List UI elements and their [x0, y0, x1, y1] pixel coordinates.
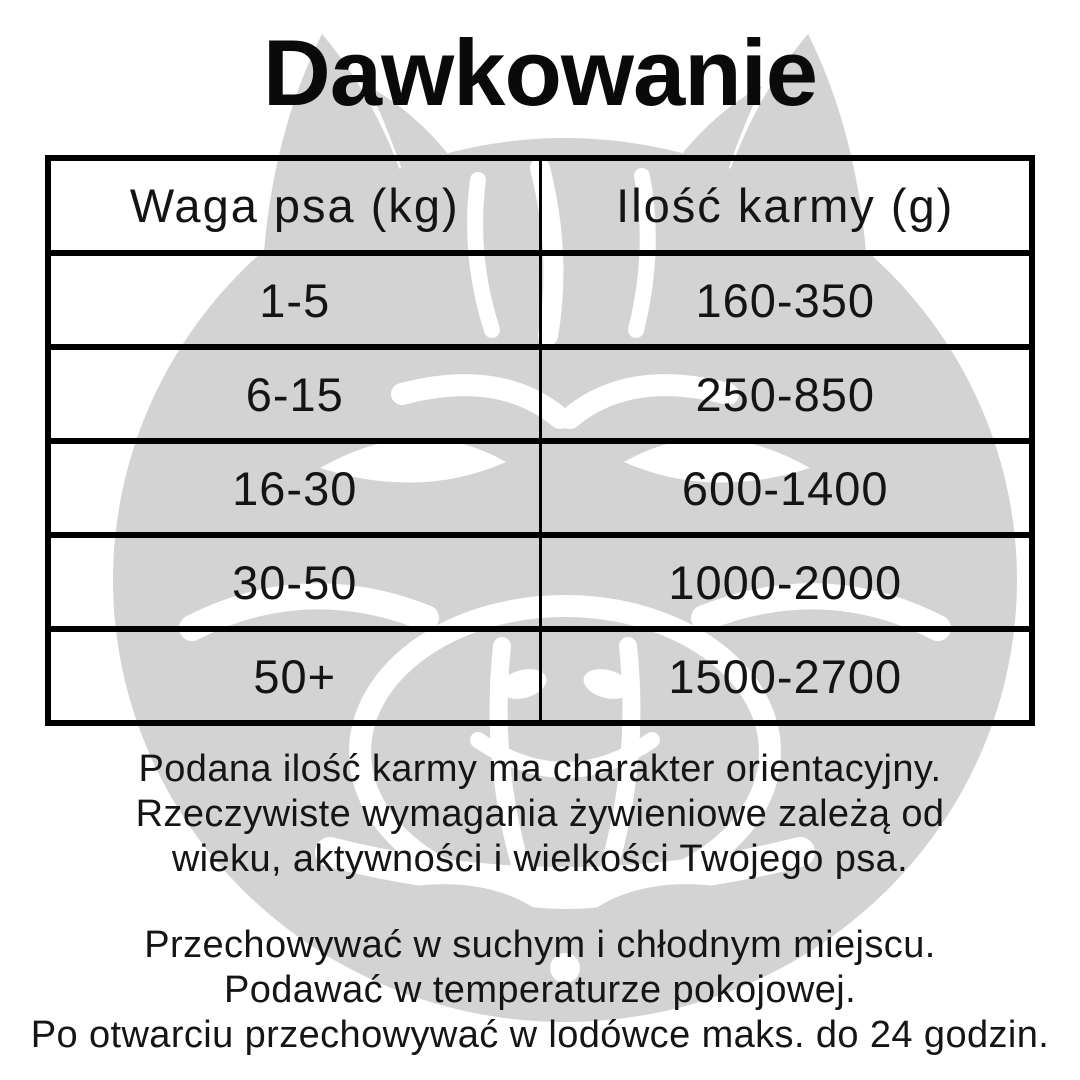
note-line: Podana ilość karmy ma charakter orientacyjny.	[138, 748, 942, 790]
amount-cell: 600-1400	[540, 441, 1032, 535]
table-row	[48, 347, 1032, 441]
table-row	[48, 535, 1032, 629]
column-header-amount: Ilość karmy (g)	[540, 158, 1032, 253]
column-header-weight: Waga psa (kg)	[48, 158, 540, 253]
note-line: Po otwarciu przechowywać w lodówce maks. do 24 godzin.	[30, 1014, 1050, 1056]
page-title: Dawkowanie	[262, 20, 818, 125]
table-header-row	[48, 158, 1032, 253]
table-row	[48, 629, 1032, 723]
amount-cell: 1000-2000	[540, 535, 1032, 629]
dosage-table	[45, 155, 1035, 726]
weight-cell: 16-30	[48, 441, 540, 535]
weight-cell: 30-50	[48, 535, 540, 629]
note-line: Przechowywać w suchym i chłodnym miejscu.	[144, 924, 936, 966]
weight-cell: 50+	[253, 649, 337, 703]
amount-cell: 1500-2700	[540, 629, 1032, 723]
note-line: wieku, aktywności i wielkości Twojego psa.	[171, 838, 909, 880]
note-feeding	[0, 747, 1080, 882]
note-line: Podawać w temperaturze pokojowej.	[223, 969, 857, 1011]
note-storage	[0, 923, 1080, 1058]
table-row	[48, 253, 1032, 347]
note-line: Rzeczywiste wymagania żywieniowe zależą od	[135, 793, 945, 835]
weight-cell: 1-5	[48, 253, 540, 347]
weight-cell: 6-15	[48, 347, 540, 441]
table-row	[48, 441, 1032, 535]
amount-cell: 250-850	[540, 347, 1032, 441]
amount-cell: 160-350	[540, 253, 1032, 347]
